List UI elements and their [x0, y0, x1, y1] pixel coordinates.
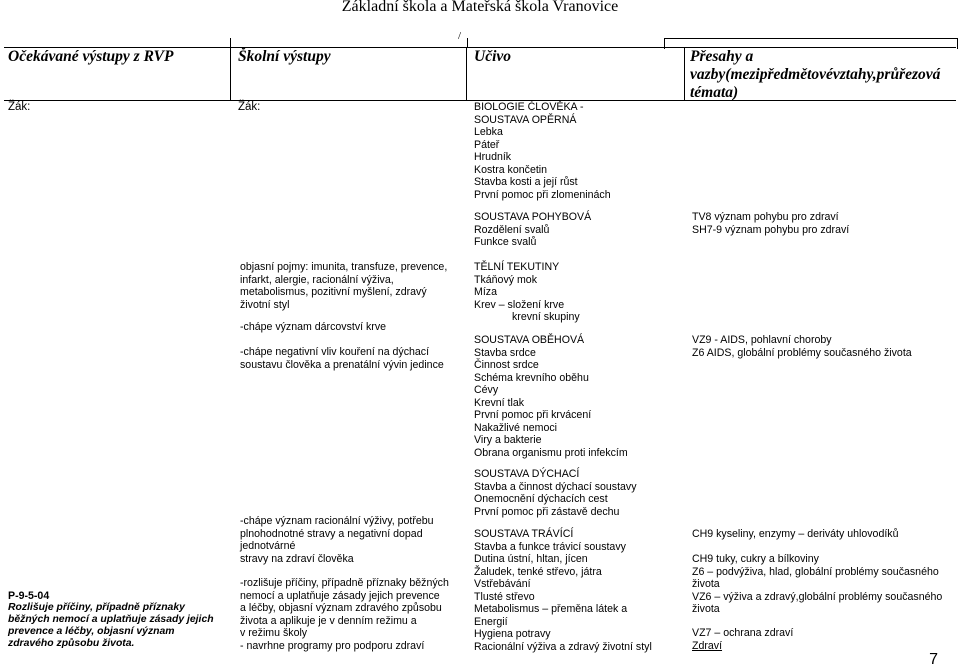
rule-col-2: [466, 47, 467, 101]
curriculum-digestive-system: SOUSTAVA TRÁVÍCÍ Stavba a funkce trávicí soustavy Dutina ústní, hltan, jícen Žaludek, tenké střevo, játra Vstřebávání Tlusté střevo Metabolismus – přeměna látek a Energií Hygiena potravy Racionální výživa a zdravý životní styl: [474, 528, 652, 653]
col-header-crossover: Přesahy a vazby(mezipředmětovévztahy,průřezová témata): [690, 48, 941, 101]
rule-col-3: [684, 47, 685, 101]
rule-col-1: [230, 47, 231, 101]
curriculum-movement-system: SOUSTAVA POHYBOVÁ Rozdělení svalů Funkce svalů: [474, 211, 592, 248]
crossover-health-protection: VZ7 – ochrana zdraví: [692, 627, 794, 639]
outcome-description: Rozlišuje příčiny, případně příznaky běžných nemocí a uplatňuje zásady jejich prevence a léčby, objasní význam zdravého způsobu života.: [8, 602, 214, 649]
curriculum-support-system: BIOLOGIE ČLOVĚKA - SOUSTAVA OPĚRNÁ Lebka Páteř Hrudník Kostra končetin Stavba kosti a její růst První pomoc při zlomeninách: [474, 101, 611, 201]
col-header-school-outcomes: Školní výstupy: [238, 48, 331, 65]
school-outcome-diseases: -rozlišuje příčiny, případně příznaky běžných nemocí a uplatňuje zásady jejich prevence a léčby, objasní význam zdravého způsobu života a aplikuje je v denním režimu a v režimu školy - navrhne programy pro podporu zdraví: [240, 577, 449, 652]
school-outcome-concepts: objasní pojmy: imunita, transfuze, prevence, infarkt, alergie, racionální výživa, metabolismus, pozitivní myšlení, zdravý životní styl: [240, 261, 448, 311]
curriculum-body-fluids: TĚLNÍ TEKUTINY Tkáňový mok Míza Krev – složení krve: [474, 261, 565, 311]
crossover-aids: VZ9 - AIDS, pohlavní choroby Z6 AIDS, globální problémy současného života: [692, 334, 912, 359]
page-number: 7: [929, 651, 938, 668]
outcomes-pupil-label: Žák:: [8, 101, 31, 113]
header-slash: /: [458, 30, 462, 42]
col-header-outcomes: Očekávané výstupy z RVP: [8, 48, 174, 65]
school-outcome-blood-donation: -chápe význam dárcovství krve: [240, 321, 387, 333]
school-pupil-label: Žák:: [238, 101, 261, 113]
school-header: Základní škola a Mateřská škola Vranovice: [341, 0, 619, 15]
crossover-nutrition: CH9 tuky, cukry a bílkoviny Z6 – podvýživa, hlad, globální problémy současného života VZ6 – výživa a zdravý,globální problémy současného života: [692, 553, 943, 615]
crossover-health: Zdraví: [692, 640, 723, 652]
school-outcome-smoking: -chápe negativní vliv kouření na dýchací soustavu člověka a prenatální vývin jedince: [240, 346, 444, 371]
school-outcome-nutrition: -chápe význam racionální výživy, potřebu plnohodnotné stravy a negativní dopad jednotvárné stravy na zdraví člověka: [240, 515, 434, 565]
col-header-curriculum: Učivo: [474, 48, 512, 65]
crossover-movement: TV8 význam pohybu pro zdraví SH7-9 význam pohybu pro zdraví: [692, 211, 850, 236]
crossover-acids: CH9 kyseliny, enzymy – deriváty uhlovodíků: [692, 528, 899, 540]
curriculum-respiratory-system: SOUSTAVA DÝCHACÍ Stavba a činnost dýchací soustavy Onemocnění dýchacích cest První pomoc při zástavě dechu: [474, 468, 637, 518]
outcome-code: P-9-5-04: [8, 590, 50, 602]
curriculum-circulatory-system: SOUSTAVA OBĚHOVÁ Stavba srdce Činnost srdce Schéma krevního oběhu Cévy Krevní tlak První pomoc při krvácení Nakažlivé nemoci Viry a bakterie Obrana organismu proti infekcím: [474, 334, 628, 459]
curriculum-blood-groups: krevní skupiny: [512, 311, 580, 323]
